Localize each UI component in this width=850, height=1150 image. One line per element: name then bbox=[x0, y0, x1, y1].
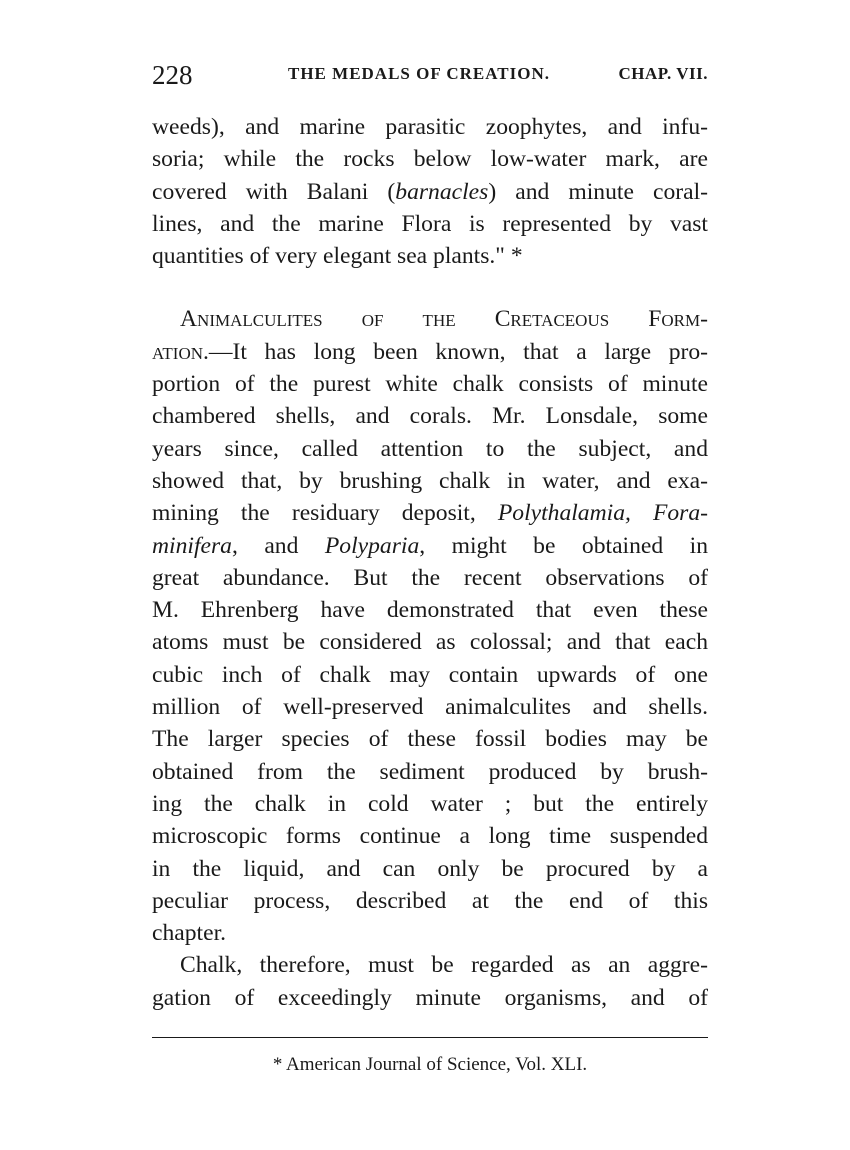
text-line: microscopic forms continue a long time suspended bbox=[152, 823, 708, 850]
text-line: covered with Balani (barnacles) and minute coral- bbox=[152, 178, 708, 205]
section-heading: Animalculites of the Cretaceous Form- bbox=[180, 306, 708, 333]
text-line: soria; while the rocks below low-water mark, are bbox=[152, 146, 708, 173]
paragraph bbox=[152, 303, 708, 949]
text-line: gation of exceedingly minute organisms, and of bbox=[152, 984, 708, 1011]
paragraph bbox=[152, 949, 708, 1014]
text-line: chambered shells, and corals. Mr. Lonsdale, some bbox=[152, 403, 708, 430]
footnote-rule bbox=[152, 1037, 708, 1038]
text-line: obtained from the sediment produced by brush- bbox=[152, 758, 708, 785]
text-line: peculiar process, described at the end of this bbox=[152, 887, 708, 914]
text-line: showed that, by brushing chalk in water, and exa- bbox=[152, 467, 708, 494]
text-line: M. Ehrenberg have demonstrated that even these bbox=[152, 597, 708, 624]
chapter-reference: CHAP. VII. bbox=[618, 64, 708, 83]
text-line: The larger species of these fossil bodies may be bbox=[152, 726, 708, 753]
body-text bbox=[152, 111, 708, 1014]
text-line: quantities of very elegant sea plants." * bbox=[152, 243, 523, 270]
page-number: 228 bbox=[152, 60, 193, 90]
text-line: lines, and the marine Flora is represented by vast bbox=[152, 210, 708, 237]
text-line: great abundance. But the recent observations of bbox=[152, 564, 708, 591]
running-title: THE MEDALS OF CREATION. bbox=[288, 64, 550, 83]
text-line bbox=[152, 336, 708, 368]
text-line: million of well-preserved animalculites and shells. bbox=[152, 694, 708, 721]
text-fragment: —It has long been known, that a large pro- bbox=[208, 338, 708, 365]
paragraph-gap bbox=[152, 272, 708, 303]
paragraph bbox=[152, 111, 708, 272]
text-line: weeds), and marine parasitic zoophytes, and infu- bbox=[152, 114, 708, 140]
text-line: ing the chalk in cold water ; but the entirely bbox=[152, 790, 708, 817]
text-line: cubic inch of chalk may contain upwards of one bbox=[152, 661, 708, 688]
section-heading-continuation: ation. bbox=[152, 338, 209, 365]
text-line: mining the residuary deposit, Polythalamia, Fora- bbox=[152, 500, 709, 527]
text-line: in the liquid, and can only be procured by a bbox=[152, 855, 708, 882]
text-line: minifera, and Polyparia, might be obtained in bbox=[152, 532, 708, 559]
text-line: atoms must be considered as colossal; and that each bbox=[152, 629, 708, 656]
text-line: Chalk, therefore, must be regarded as an aggre- bbox=[180, 952, 708, 979]
page-header bbox=[152, 60, 708, 94]
text-line: portion of the purest white chalk consists of minute bbox=[152, 371, 708, 398]
text-line: years since, called attention to the subject, and bbox=[152, 435, 708, 462]
footnote: * American Journal of Science, Vol. XLI. bbox=[272, 1054, 588, 1075]
text-line: chapter. bbox=[152, 920, 227, 947]
